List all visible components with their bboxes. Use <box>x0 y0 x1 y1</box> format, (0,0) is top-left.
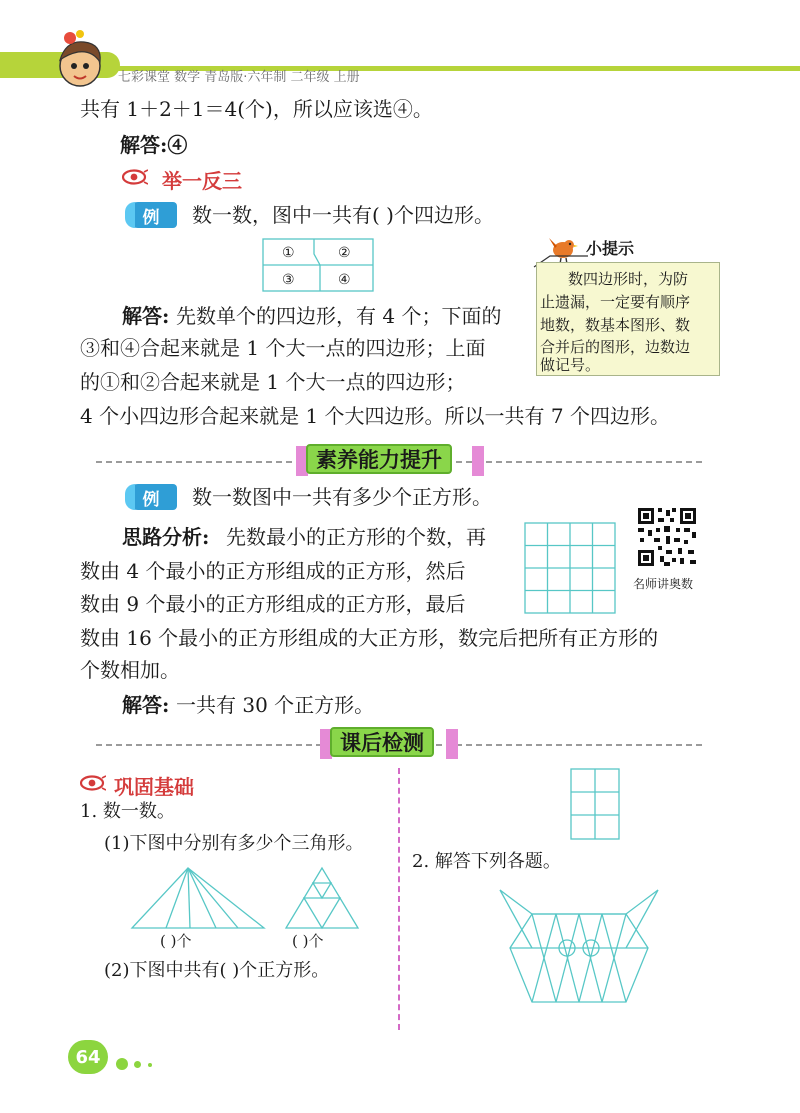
exercise-q1-1: (1)下图中分别有多少个三角形。 <box>104 833 364 854</box>
exercise-q1-2: (2)下图中共有( )个正方形。 <box>104 960 330 981</box>
qr-caption: 名师讲奥数 <box>633 577 694 591</box>
example-badge: 例 <box>125 484 177 510</box>
footer-dot <box>134 1061 141 1068</box>
qr-code-icon[interactable] <box>636 506 698 568</box>
hint-line: 止遗漏，一定要有顺序 <box>540 293 691 311</box>
banner-skills: 素养能力提升 <box>306 444 452 474</box>
example1-answer-line: 的①和②合起来就是 1 个大一点的四边形； <box>80 370 466 394</box>
book-title: 七彩课堂 数学 青岛版·六年制 二年级 上册 <box>118 70 360 85</box>
column-divider <box>398 768 400 1030</box>
square-grid-figure <box>524 522 616 614</box>
triangle-figure-right <box>284 866 360 932</box>
example2-analysis-label: 思路分析: <box>122 525 210 549</box>
hint-line: 合并后的图形，边数边 <box>540 338 691 356</box>
fig-label-4: ④ <box>338 272 351 288</box>
banner-post-test: 课后检测 <box>330 727 434 757</box>
example1-answer-label: 解答: <box>122 304 170 328</box>
hint-line: 数四边形时，为防 <box>568 270 689 288</box>
hint-title: 小提示 <box>586 239 635 258</box>
footer-dot <box>116 1058 128 1070</box>
square-column-figure <box>570 768 620 840</box>
quadrilateral-figure <box>262 238 374 292</box>
example2-answer: 一共有 30 个正方形。 <box>176 693 375 717</box>
cat-face-figure <box>498 888 660 1006</box>
example2-question: 数一数图中一共有多少个正方形。 <box>192 485 492 509</box>
example1-answer-line: 4 个小四边形合起来就是 1 个大四边形。所以一共有 7 个四边形。 <box>80 404 670 428</box>
eye-icon <box>80 775 106 791</box>
blank-right[interactable]: ( )个 <box>292 932 324 950</box>
fig-label-3: ③ <box>282 272 295 288</box>
blank-left[interactable]: ( )个 <box>160 932 192 950</box>
prev-answer: 解答:④ <box>120 133 188 157</box>
example-badge: 例 <box>125 202 177 228</box>
example1-question: 数一数，图中一共有( )个四边形。 <box>192 203 494 227</box>
fig-label-1: ① <box>282 245 295 261</box>
example2-analysis-line: 个数相加。 <box>80 658 180 682</box>
example1-answer-line: 先数单个的四边形，有 4 个；下面的 <box>176 304 502 328</box>
hint-line: 做记号。 <box>540 356 601 374</box>
exercise-q2: 2. 解答下列各题。 <box>412 851 561 872</box>
fig-label-2: ② <box>338 245 351 261</box>
exercise-q1: 1. 数一数。 <box>80 801 175 822</box>
example2-analysis-line: 数由 9 个最小的正方形组成的正方形，最后 <box>80 592 466 616</box>
prev-solution-line: 共有 1＋2＋1＝4(个)，所以应该选④。 <box>80 97 433 121</box>
hint-line: 地数，数基本图形、数 <box>540 316 691 334</box>
example2-analysis-line: 先数最小的正方形的个数，再 <box>226 525 486 549</box>
example1-answer-line: ③和④合起来就是 1 个大一点的四边形；上面 <box>80 336 486 360</box>
banner2-tab-right <box>446 729 458 759</box>
mascot-icon <box>52 30 108 90</box>
example2-analysis-line: 数由 16 个最小的正方形组成的大正方形，数完后把所有正方形的 <box>80 626 659 650</box>
banner1-tab-right <box>472 446 484 476</box>
eye-icon <box>122 169 148 185</box>
example2-answer-label: 解答: <box>122 693 170 717</box>
section-practice-title: 举一反三 <box>162 169 242 193</box>
triangle-figure-left <box>128 866 268 932</box>
footer-dot <box>148 1063 152 1067</box>
section-basics-title: 巩固基础 <box>114 775 194 799</box>
example2-analysis-line: 数由 4 个最小的正方形组成的正方形，然后 <box>80 559 466 583</box>
page-number: 64 <box>68 1040 108 1074</box>
